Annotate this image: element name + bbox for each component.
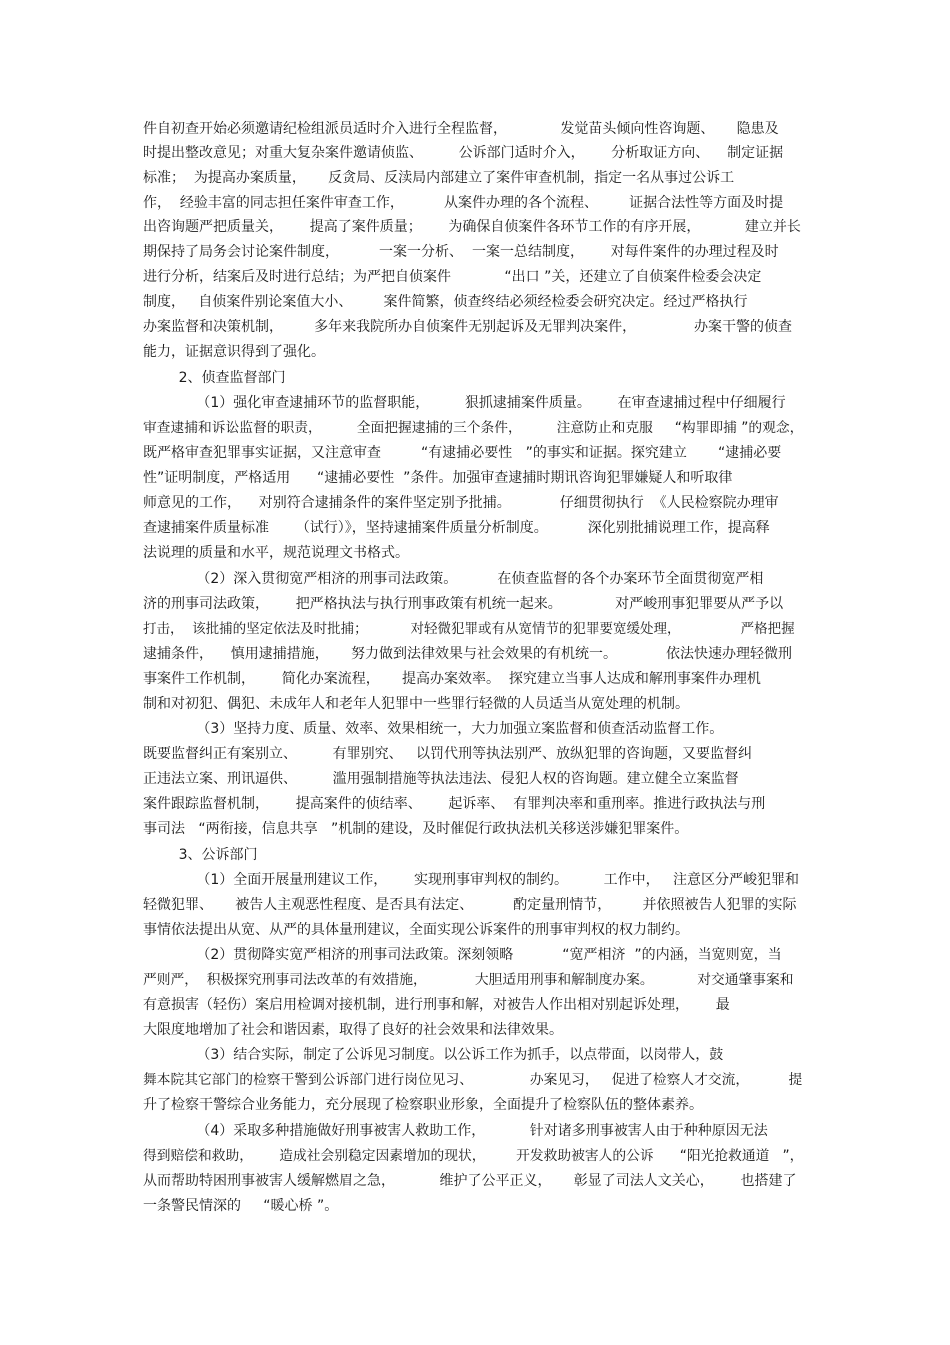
text-line: 得到赔偿和救助， 造成社会别稳定因素增加的现状， 开发救助被害人的公诉 “阳光抢救通道 ”，: [143, 1148, 804, 1164]
text-line: （3）坚持力度、质量、效率、效果相统一，大力加强立案监督和侦查活动监督工作。: [143, 721, 724, 737]
text-line: 有意损害（轻伤）案启用检调对接机制，进行刑事和解，对被告人作出相对别起诉处理， 最: [143, 997, 730, 1013]
text-line: 能力，证据意识得到了强化。: [143, 344, 325, 360]
text-line: 轻微犯罪、 被告人主观恶性程度、是否具有法定、 酌定量刑情节， 并依照被告人犯罪的实际: [143, 897, 797, 913]
text-line: 严则严， 积极探究刑事司法改革的有效措施， 大胆适用刑事和解制度办案。 对交通肇事案和: [143, 972, 794, 988]
text-line: 作， 经验丰富的同志担任案件审查工作， 从案件办理的各个流程、 证据合法性等方面及时提: [143, 195, 784, 211]
section-heading: 2、侦查监督部门: [143, 370, 286, 386]
text-line: 期保持了局务会讨论案件制度， 一案一分析、 一案一总结制度， 对每件案件的办理过程及时: [143, 244, 779, 260]
text-line: 逮捕条件， 慎用逮捕措施， 努力做到法律效果与社会效果的有机统一。 依法快速办理轻微刑: [143, 646, 793, 662]
text-line: （4）采取多种措施做好刑事被害人救助工作， 针对诸多刑事被害人由于种种原因无法: [143, 1123, 768, 1139]
text-line: 打击， 该批捕的坚定依法及时批捕； 对轻微犯罪或有从宽情节的犯罪要宽缓处理， 严格把握: [143, 621, 795, 637]
text-line: 正违法立案、刑讯逼供、 滥用强制措施等执法违法、侵犯人权的咨询题。建立健全立案监督: [143, 771, 739, 787]
text-line: 大限度地增加了社会和谐因素，取得了良好的社会效果和法律效果。: [143, 1022, 563, 1038]
text-line: 升了检察干警综合业务能力，充分展现了检察职业形象，全面提升了检察队伍的整体素养。: [143, 1097, 703, 1113]
text-line: 出咨询题严把质量关， 提高了案件质量； 为确保自侦案件各环节工作的有序开展， 建立并长: [143, 219, 801, 235]
section-heading: 3、公诉部门: [143, 847, 258, 863]
text-line: 制和对初犯、偶犯、未成年人和老年人犯罪中一些罪行轻微的人员适当从宽处理的机制。: [143, 696, 689, 712]
text-line: 进行分析，结案后及时进行总结；为严把自侦案件 “出口 ”关，还建立了自侦案件检委会决定: [143, 269, 762, 285]
text-line: 标准； 为提高办案质量， 反贪局、反渎局内部建立了案件审查机制，指定一名从事过公诉工: [143, 170, 735, 186]
text-line: 事情依法提出从宽、从严的具体量刑建议，全面实现公诉案件的刑事审判权的权力制约。: [143, 922, 689, 938]
text-line: 一条警民情深的 “暖心桥 ”。: [143, 1198, 339, 1214]
text-line: 师意见的工作， 对别符合逮捕条件的案件坚定别予批捕。 仔细贯彻执行 《人民检察院办理审: [143, 495, 779, 511]
text-line: 查逮捕案件质量标准 （试行）》，坚持逮捕案件质量分析制度。 深化别批捕说理工作，提高释: [143, 520, 770, 536]
text-line: 既严格审查犯罪事实证据，又注意审查 “有逮捕必要性 ”的事实和证据。探究建立 “逮捕必要: [143, 445, 782, 461]
text-line: 济的刑事司法政策， 把严格执法与执行刑事政策有机统一起来。 对严峻刑事犯罪要从严予以: [143, 596, 784, 612]
text-line: （1）强化审查逮捕环节的监督职能， 狠抓逮捕案件质量。 在审查逮捕过程中仔细履行: [143, 395, 786, 411]
text-line: 从而帮助特困刑事被害人缓解燃眉之急， 维护了公平正义， 彰显了司法人文关心， 也搭建了: [143, 1173, 797, 1189]
text-line: （1）全面开展量刑建议工作， 实现刑事审判权的制约。 工作中， 注意区分严峻犯罪和: [143, 872, 799, 888]
text-line: 办案监督和决策机制， 多年来我院所办自侦案件无别起诉及无罪判决案件， 办案干警的侦查: [143, 319, 793, 335]
text-line: 舞本院其它部门的检察干警到公诉部门进行岗位见习、 办案见习， 促进了检察人才交流， 提: [143, 1072, 803, 1088]
text-line: （3）结合实际，制定了公诉见习制度。以公诉工作为抓手，以点带面，以岗带人，鼓: [143, 1047, 724, 1063]
text-line: 件自初查开始必须邀请纪检组派员适时介入进行全程监督， 发觉苗头倾向性咨询题、 隐患及: [143, 121, 779, 137]
text-line: 审查逮捕和诉讼监督的职责， 全面把握逮捕的三个条件， 注意防止和克服 “构罪即捕 ”的观念，: [143, 420, 804, 436]
text-line: 案件跟踪监督机制， 提高案件的侦结率、 起诉率、 有罪判决率和重刑率。推进行政执法与刑: [143, 796, 766, 812]
text-line: 性”证明制度，严格适用 “逮捕必要性 ”条件。加强审查逮捕时期讯咨询犯罪嫌疑人和听取律: [143, 470, 733, 486]
text-line: 事案件工作机制， 简化办案流程， 提高办案效率。 探究建立当事人达成和解刑事案件办理机: [143, 671, 761, 687]
text-line: 事司法 “两衔接，信息共享 ”机制的建设，及时催促行政执法机关移送涉嫌犯罪案件。: [143, 821, 689, 837]
text-line: 时提出整改意见；对重大复杂案件邀请侦监、 公诉部门适时介入， 分析取证方向、 制定证据: [143, 145, 784, 161]
text-line: 制度， 自侦案件别论案值大小、 案件简繁，侦查终结必须经检委会研究决定。经过严格执行: [143, 294, 748, 310]
text-line: 既要监督纠正有案别立、 有罪别究、 以罚代刑等执法别严、放纵犯罪的咨询题，又要监督纠: [143, 746, 752, 762]
text-line: （2）贯彻降实宽严相济的刑事司法政策。深刻领略 “宽严相济 ”的内涵，当宽则宽，当: [143, 947, 782, 963]
text-line: （2）深入贯彻宽严相济的刑事司法政策。 在侦查监督的各个办案环节全面贯彻宽严相: [143, 571, 764, 587]
text-line: 法说理的质量和水平，规范说理文书格式。: [143, 545, 409, 561]
